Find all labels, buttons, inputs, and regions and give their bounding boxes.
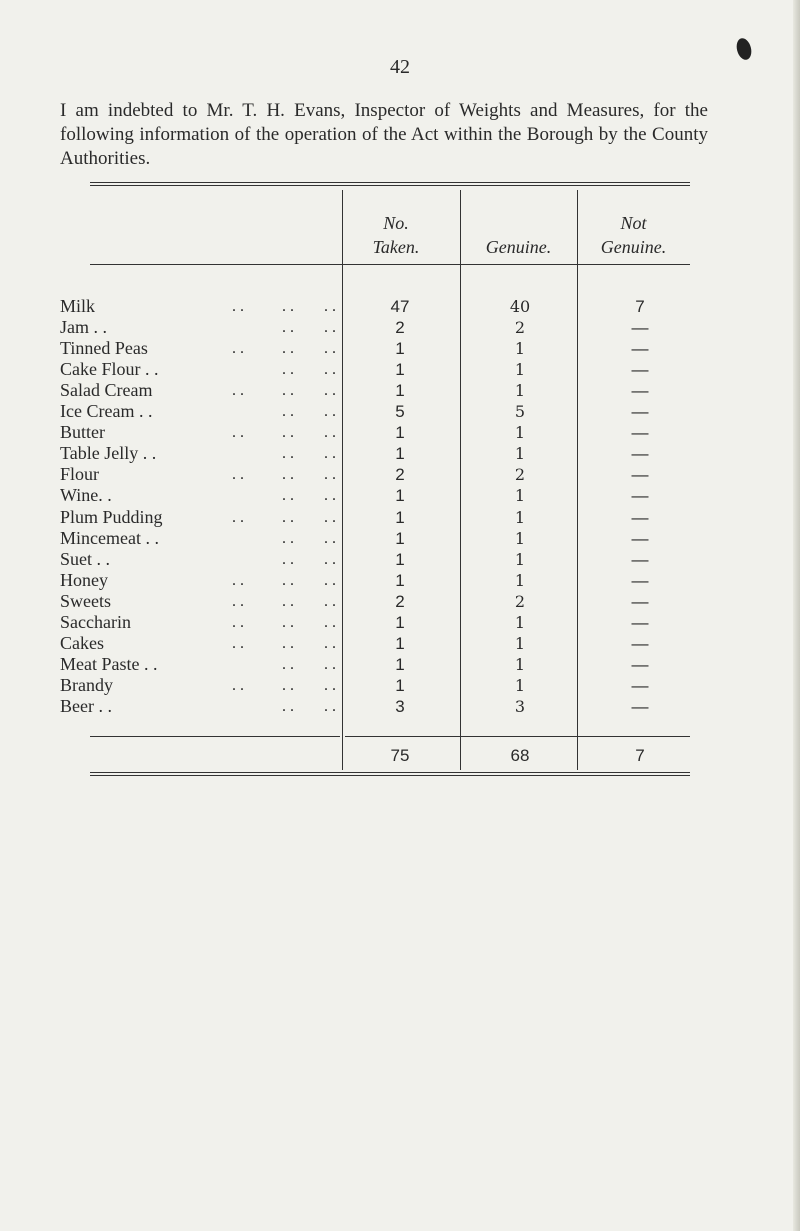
dot-leader-segment: . . (232, 613, 244, 631)
item-name: Suet . . (60, 548, 111, 569)
table-row (60, 507, 720, 528)
item-name: Jam . . (60, 317, 107, 338)
cell-not-genuine: — (631, 675, 649, 695)
header-no-taken-line2: Taken. (372, 237, 420, 257)
dot-leader-segment: . . (282, 361, 294, 379)
dot-leader-segment: . . (232, 382, 244, 400)
dot-leader-segment: . . (324, 487, 336, 505)
cell-not-genuine: — (631, 549, 649, 569)
cell-taken: 2 (395, 465, 405, 485)
item-name: Butter (60, 422, 105, 443)
dot-leader-segment: . . (324, 613, 336, 631)
page-number: 42 (390, 56, 410, 78)
cell-genuine: 1 (514, 507, 526, 527)
cell-genuine: 5 (514, 402, 526, 422)
cell-not-genuine: — (631, 654, 649, 674)
dot-leader-segment: . . (282, 403, 294, 421)
cell-taken: 3 (395, 696, 405, 716)
cell-genuine: 1 (514, 528, 526, 548)
cell-taken: 1 (395, 654, 405, 674)
cell-genuine: 2 (514, 465, 526, 485)
header-not-genuine (577, 211, 690, 259)
totals-rule-right (345, 736, 690, 737)
item-name: Ice Cream . . (60, 401, 153, 422)
header-not-genuine-line2: Genuine. (600, 237, 667, 257)
header-not-genuine-line1: Not (620, 213, 647, 233)
cell-genuine: 2 (514, 318, 526, 338)
total-genuine: 68 (510, 746, 530, 765)
item-name: Flour (60, 464, 100, 485)
item-name: Sweets (60, 590, 111, 611)
table-row (60, 443, 720, 464)
dot-leader-segment: . . (324, 592, 336, 610)
cell-genuine: 1 (514, 423, 526, 443)
dot-leader-segment: . . (282, 466, 294, 484)
item-name: Plum Pudding (60, 506, 163, 527)
cell-not-genuine: — (631, 360, 649, 380)
header-genuine: Genuine. (485, 237, 552, 257)
total-taken: 75 (390, 746, 410, 765)
dot-leader-segment: . . (282, 424, 294, 442)
dot-leader-segment: . . (282, 529, 294, 547)
dot-leader-segment: . . (232, 571, 244, 589)
cell-genuine: 1 (514, 486, 526, 506)
table-row (60, 612, 720, 633)
table-row (60, 380, 720, 401)
table-row (60, 296, 720, 317)
cell-taken: 1 (395, 444, 405, 464)
table-row (60, 338, 720, 359)
cell-genuine: 1 (514, 444, 526, 464)
cell-not-genuine: — (631, 486, 649, 506)
dot-leader-segment: . . (324, 529, 336, 547)
dot-leader-segment: . . (282, 634, 294, 652)
cell-not-genuine: — (631, 318, 649, 338)
cell-taken: 1 (395, 570, 405, 590)
cell-taken: 1 (395, 381, 405, 401)
dot-leader-segment: . . (282, 445, 294, 463)
dot-leader-segment: . . (282, 676, 294, 694)
item-name: Saccharin (60, 611, 131, 632)
table-row (60, 359, 720, 380)
dot-leader-segment: . . (282, 382, 294, 400)
cell-not-genuine: — (631, 528, 649, 548)
item-name: Table Jelly . . (60, 443, 157, 464)
dot-leader-segment: . . (282, 592, 294, 610)
table-row (60, 401, 720, 422)
dot-leader-segment: . . (324, 466, 336, 484)
dot-leader-segment: . . (324, 508, 336, 526)
table-row (60, 485, 720, 506)
cell-not-genuine: — (631, 570, 649, 590)
dot-leader-segment: . . (324, 403, 336, 421)
dot-leader-segment: . . (324, 697, 336, 715)
table-row (60, 528, 720, 549)
cell-not-genuine: — (631, 339, 649, 359)
cell-genuine: 1 (514, 381, 526, 401)
totals-row (340, 746, 700, 770)
dot-leader-segment: . . (232, 466, 244, 484)
table-row (60, 591, 720, 612)
dot-leader-segment: . . (282, 298, 294, 315)
cell-genuine: 2 (514, 591, 526, 611)
dot-leader-segment: . . (282, 697, 294, 715)
page-edge (793, 0, 800, 1231)
dot-leader-segment: . . (282, 655, 294, 673)
dot-leader-segment: . . (324, 634, 336, 652)
dot-leader-segment: . . (324, 319, 336, 337)
cell-taken: 1 (395, 360, 405, 380)
dot-leader-segment: . . (324, 571, 336, 589)
cell-taken: 1 (395, 528, 405, 548)
cell-taken: 2 (395, 591, 405, 611)
dot-leader-segment: . . (324, 361, 336, 379)
item-name: Cakes (60, 632, 104, 653)
cell-taken: 1 (395, 486, 405, 506)
item-name: Mincemeat . . (60, 527, 159, 548)
dot-leader-segment: . . (232, 424, 244, 442)
cell-genuine: 3 (514, 696, 526, 716)
dot-leader-segment: . . (282, 550, 294, 568)
header-no-taken-line1: No. (383, 213, 409, 233)
table-row (60, 570, 720, 591)
cell-taken: 1 (395, 612, 405, 632)
table-row (60, 422, 720, 443)
dot-leader-segment: . . (282, 487, 294, 505)
cell-genuine: 1 (514, 339, 526, 359)
cell-genuine: 1 (514, 633, 526, 653)
cell-taken: 2 (395, 318, 405, 338)
cell-not-genuine: — (631, 591, 649, 611)
cell-taken: 1 (395, 507, 405, 527)
cell-taken: 1 (395, 549, 405, 569)
dot-leader-segment: . . (282, 508, 294, 526)
cell-genuine: 1 (514, 549, 526, 569)
cell-genuine: 1 (514, 675, 526, 695)
cell-not-genuine: 7 (635, 297, 645, 316)
cell-not-genuine: — (631, 423, 649, 443)
table-row (60, 633, 720, 654)
total-not-genuine: 7 (635, 746, 645, 765)
cell-taken: 1 (395, 339, 405, 359)
cell-not-genuine: — (631, 696, 649, 716)
dot-leader-segment: . . (324, 340, 336, 358)
item-name: Tinned Peas (60, 338, 148, 359)
dot-leader-segment: . . (282, 319, 294, 337)
cell-taken: 1 (395, 675, 405, 695)
cell-not-genuine: — (631, 402, 649, 422)
cell-not-genuine: — (631, 633, 649, 653)
dot-leader-segment: . . (324, 445, 336, 463)
header-no-taken (342, 211, 460, 259)
cell-taken: 1 (395, 633, 405, 653)
cell-not-genuine: — (631, 465, 649, 485)
cell-taken: 47 (390, 297, 410, 316)
dot-leader-segment: . . (232, 634, 244, 652)
table-row (60, 317, 720, 338)
dot-leader-segment: . . (232, 340, 244, 358)
dot-leader-segment: . . (324, 676, 336, 694)
cell-genuine: 1 (514, 612, 526, 632)
item-name: Beer . . (60, 695, 112, 716)
cell-taken: 1 (395, 423, 405, 443)
table-row (60, 549, 720, 570)
dot-leader-segment: . . (232, 298, 244, 315)
dot-leader-segment: . . (232, 592, 244, 610)
table-row (60, 675, 720, 696)
item-name: Salad Cream (60, 380, 153, 401)
cell-not-genuine: — (631, 381, 649, 401)
intro-paragraph: I am indebted to Mr. T. H. Evans, Inspector of Weights and Measures, for the following information of the operation of the Act within the Borough by the County Authorities. (60, 100, 708, 169)
dot-leader-segment: . . (282, 340, 294, 358)
cell-not-genuine: — (631, 444, 649, 464)
item-name: Milk (60, 296, 96, 316)
cell-genuine: 1 (514, 654, 526, 674)
item-name: Brandy (60, 674, 113, 695)
item-name: Wine. . (60, 485, 112, 506)
dot-leader-segment: . . (324, 382, 336, 400)
dot-leader-segment: . . (324, 655, 336, 673)
dot-leader-segment: . . (324, 298, 336, 315)
cell-genuine: 40 (509, 297, 531, 316)
table-row (60, 464, 720, 485)
table-row (60, 654, 720, 675)
cell-not-genuine: — (631, 612, 649, 632)
dot-leader-segment: . . (232, 676, 244, 694)
item-name: Honey (60, 569, 108, 590)
dot-leader-segment: . . (282, 571, 294, 589)
dot-leader-segment: . . (232, 508, 244, 526)
header-bottom-rule (90, 264, 690, 265)
item-name: Cake Flour . . (60, 359, 159, 380)
totals-rule-left (90, 736, 340, 737)
item-name: Meat Paste . . (60, 653, 158, 674)
dot-leader-segment: . . (324, 550, 336, 568)
dot-leader-segment: . . (324, 424, 336, 442)
dot-leader-segment: . . (282, 613, 294, 631)
table-top-rule (90, 182, 690, 186)
table-row (60, 696, 720, 717)
table-bottom-rule (90, 772, 690, 776)
cell-genuine: 1 (514, 570, 526, 590)
cell-not-genuine: — (631, 507, 649, 527)
cell-taken: 5 (395, 402, 405, 422)
cell-genuine: 1 (514, 360, 526, 380)
